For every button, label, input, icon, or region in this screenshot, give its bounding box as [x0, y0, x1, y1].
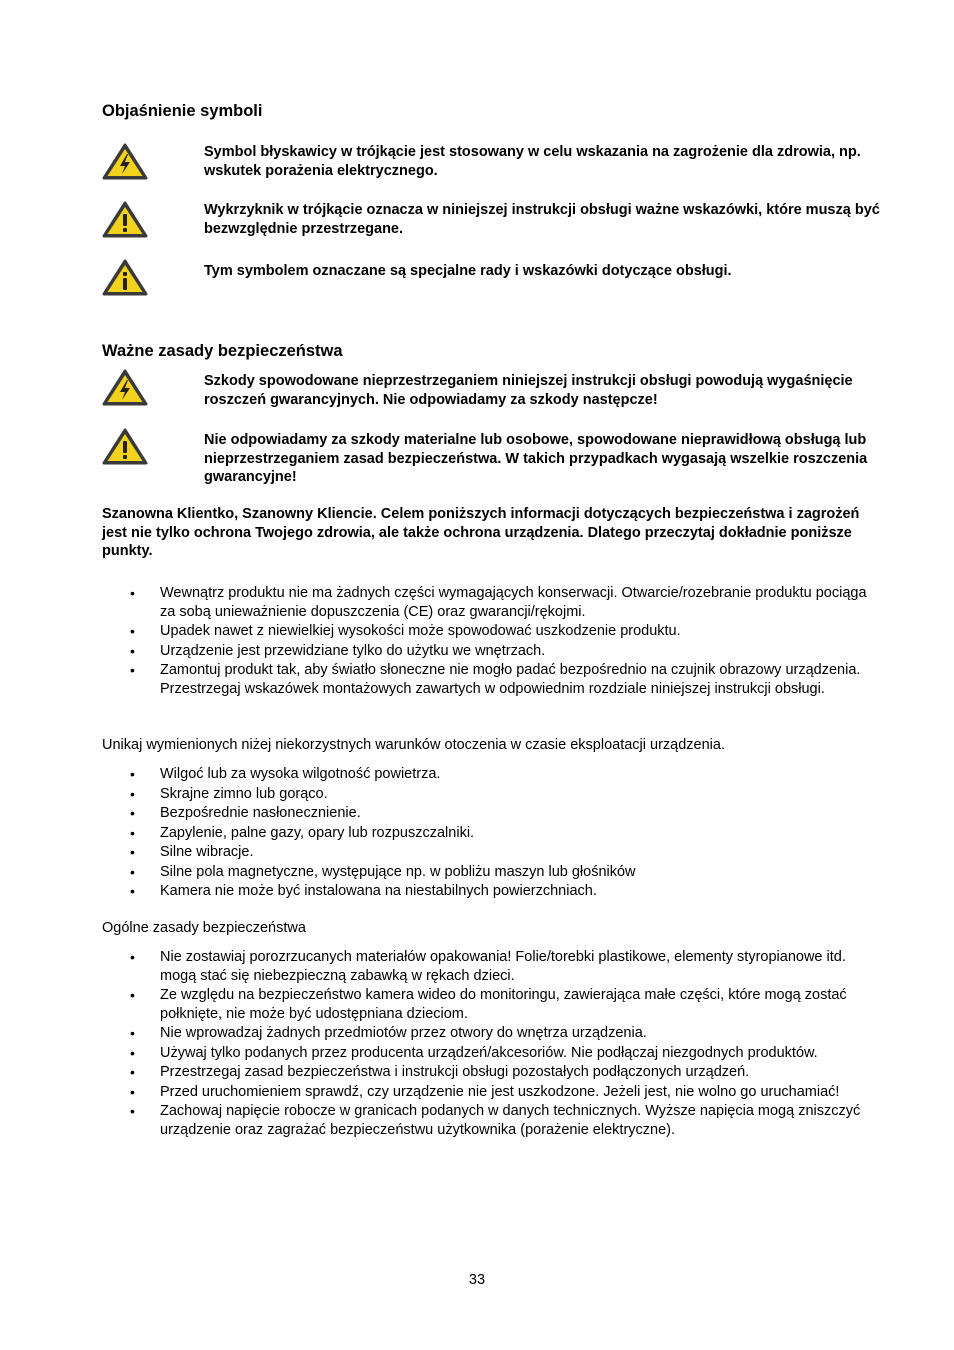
- list-item: • Przestrzegaj zasad bezpieczeństwa i instrukcji obsługi pozostałych podłączonych urządzeń.: [130, 1064, 750, 1080]
- environment-intro: Unikaj wymienionych niżej niekorzystnych warunków otoczenia w czasie eksploatacji urządzenia.: [102, 737, 725, 753]
- list-item: • Upadek nawet z niewielkiej wysokości może spowodować uszkodzenie produktu.: [130, 623, 681, 639]
- symbol-text: Tym symbolem oznaczane są specjalne rady i wskazówki dotyczące obsługi.: [204, 263, 732, 279]
- list-item: • Zamontuj produkt tak, aby światło słoneczne nie mogło padać bezpośrednio na czujnik obrazowy urządzenia. Przestrzegaj wskazówek montażowych zawartych w odpowiednim rozdziale niniejszej instrukcji obsługi.: [130, 662, 861, 697]
- list-item: • Silne pola magnetyczne, występujące np. w pobliżu maszyn lub głośników: [130, 863, 636, 880]
- symbol-text: Wykrzyknik w trójkącie oznacza w niniejszej instrukcji obsługi ważne wskazówki, które muszą być bezwzględnie przestrzegane.: [204, 202, 880, 237]
- safety-bullet-list: [102, 584, 882, 699]
- list-item: • Silne wibracje.: [130, 844, 254, 860]
- safety-intro: Szanowna Klientko, Szanowny Kliencie. Celem poniższych informacji dotyczących bezpieczeństwa i zagrożeń jest nie tylko ochrona Twojego zdrowia, ale także ochrona urządzenia. Dlatego przeczytaj dokładnie poniższe punkty.: [102, 506, 860, 559]
- list-item: • Nie zostawiaj porozrzucanych materiałów opakowania! Folie/torebki plastikowe, elementy styropianowe itd. mogą stać się niebezpieczną zabawką w rękach dzieci.: [130, 949, 846, 984]
- symbol-text: Symbol błyskawicy w trójkącie jest stosowany w celu wskazania na zagrożenie dla zdrowia, np. wskutek porażenia elektrycznego.: [204, 144, 861, 179]
- exclamation-warning-icon: [102, 428, 148, 466]
- symbol-row-exclamation: [102, 201, 882, 241]
- symbol-row-info: [102, 259, 882, 299]
- list-item: • Przed uruchomieniem sprawdź, czy urządzenie nie jest uszkodzone. Jeżeli jest, nie wolno go uruchamiać!: [130, 1083, 840, 1100]
- list-item: • Skrajne zimno lub gorąco.: [130, 785, 328, 802]
- general-bullet-list: [102, 948, 882, 1140]
- list-item: • Urządzenie jest przewidziane tylko do użytku we wnętrzach.: [130, 642, 546, 659]
- list-item: • Nie wprowadzaj żadnych przedmiotów przez otwory do wnętrza urządzenia.: [130, 1025, 647, 1041]
- exclamation-warning-icon: [102, 201, 148, 239]
- list-item: • Bezpośrednie nasłonecznienie.: [130, 805, 361, 821]
- environment-bullet-list: [102, 765, 882, 902]
- list-item: • Zapylenie, palne gazy, opary lub rozpuszczalniki.: [130, 824, 475, 841]
- section-title-symbols: Objaśnienie symboli: [102, 102, 263, 120]
- symbol-row-lightning: [102, 143, 882, 183]
- list-item: • Wilgoć lub za wysoka wilgotność powietrza.: [130, 766, 441, 782]
- list-item: • Wewnątrz produktu nie ma żadnych części wymagających konserwacji. Otwarcie/rozebranie produktu pociąga za sobą unieważnienie dopuszczenia (CE) oraz gwarancji/rękojmi.: [130, 585, 867, 620]
- general-intro: Ogólne zasady bezpieczeństwa: [102, 920, 306, 936]
- page-number: 33: [468, 1272, 486, 1288]
- safety-row-lightning: [102, 369, 882, 409]
- lightning-warning-icon: [102, 143, 148, 181]
- safety-row-exclamation: [102, 428, 882, 488]
- section-title-safety: Ważne zasady bezpieczeństwa: [102, 342, 343, 360]
- safety-text: Szkody spowodowane nieprzestrzeganiem niniejszej instrukcji obsługi powodują wygaśnięcie roszczeń gwarancyjnych. Nie odpowiadamy za szkody następcze!: [204, 373, 853, 408]
- info-warning-icon: [102, 259, 148, 297]
- safety-text: Nie odpowiadamy za szkody materialne lub osobowe, spowodowane nieprawidłową obsługą lub nieprzestrzeganiem zasad bezpieczeństwa. W takich przypadkach wygasają wszelkie roszczenia gwarancyjne!: [204, 432, 868, 485]
- lightning-warning-icon: [102, 369, 148, 407]
- list-item: • Używaj tylko podanych przez producenta urządzeń/akcesoriów. Nie podłączaj niezgodnych produktów.: [130, 1044, 818, 1061]
- list-item: • Kamera nie może być instalowana na niestabilnych powierzchniach.: [130, 883, 597, 899]
- list-item: • Zachowaj napięcie robocze w granicach podanych w danych technicznych. Wyższe napięcia mogą zniszczyć urządzenie oraz zagrażać bezpieczeństwu użytkownika (porażenie elektryczne).: [130, 1103, 861, 1138]
- list-item: • Ze względu na bezpieczeństwo kamera wideo do monitoringu, zawierająca małe części, które mogą zostać połknięte, nie może być udostępniana dzieciom.: [130, 987, 847, 1022]
